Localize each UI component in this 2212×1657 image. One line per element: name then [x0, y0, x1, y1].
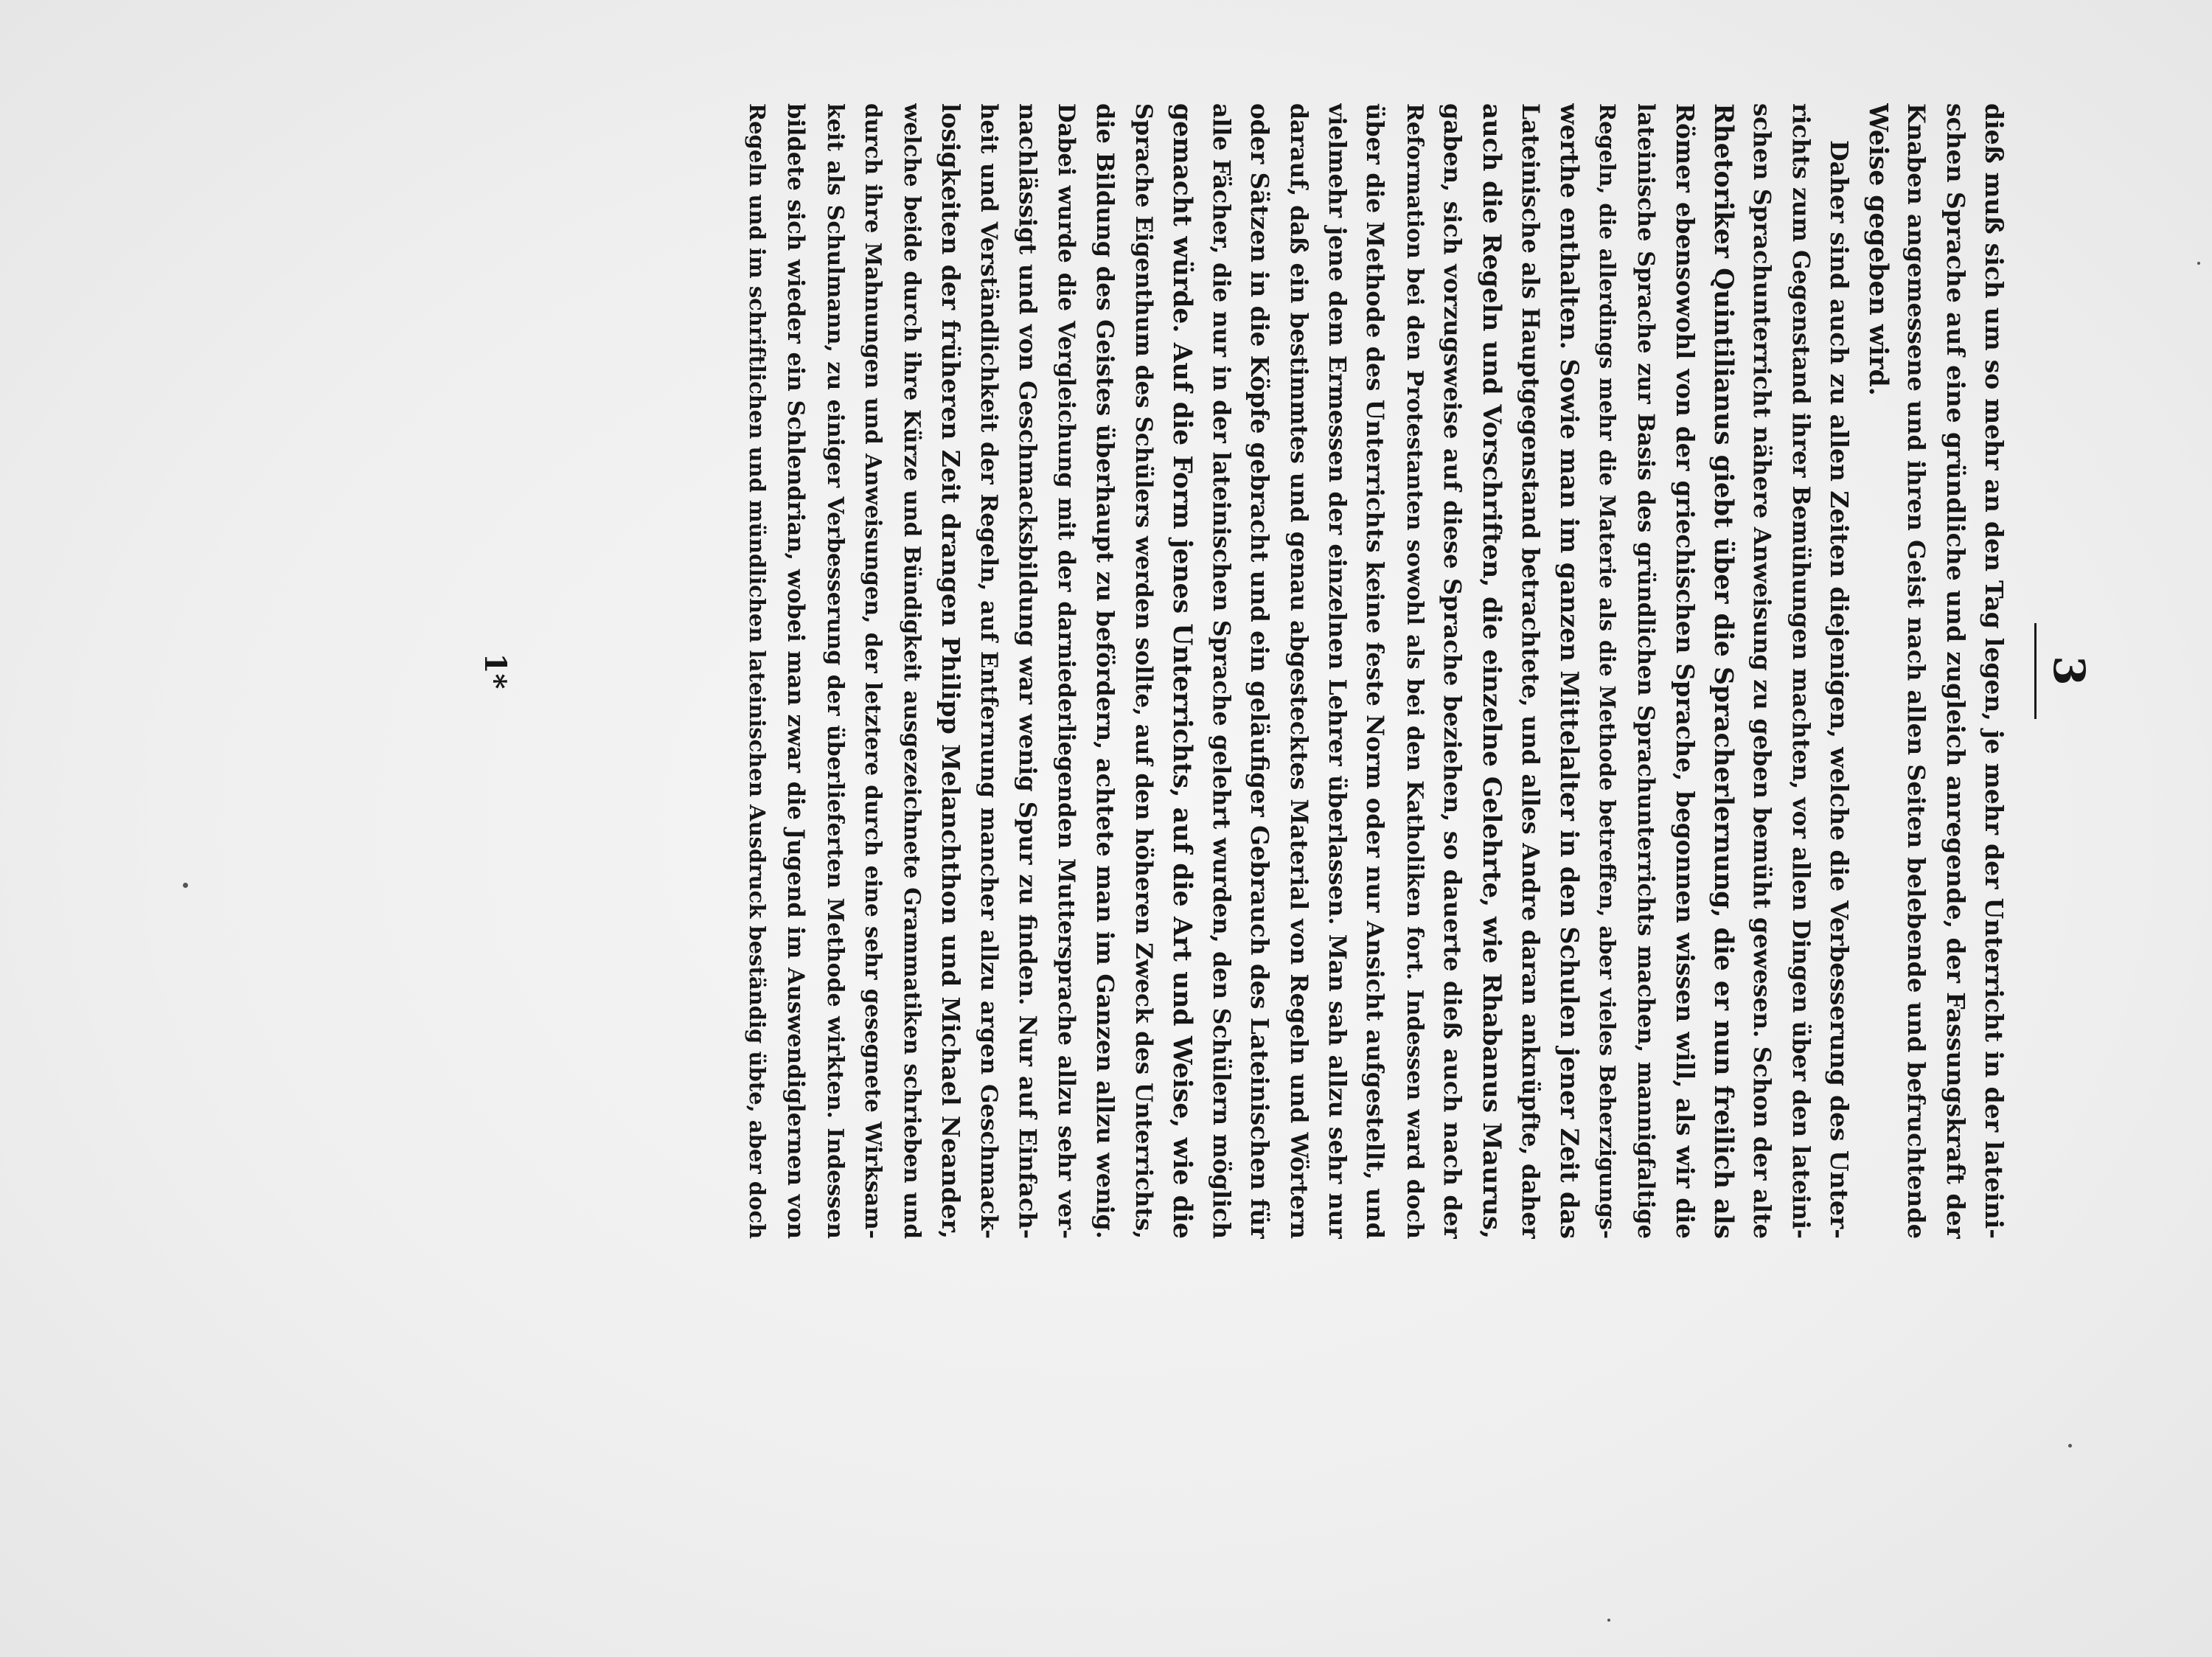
text-line: heit und Verständlichkeit der Regeln, auf Entfernung mancher allzu argen Geschmack-	[975, 103, 1003, 1239]
text-line: Weise gegeben wird.	[1863, 103, 1893, 396]
text-line: werthe enthalten. Sowie man im ganzen Mittelalter in den Schulen jener Zeit das	[1554, 103, 1584, 1239]
book-page	[428, 44, 2124, 1298]
text-line: Regeln und im schriftlichen und mündlichen lateinischen Ausdruck beständig übte, aber doch	[745, 103, 770, 1239]
text-line: Dabei wurde die Vergleichung mit der darniederliegenden Muttersprache allzu sehr ver-	[1053, 103, 1080, 1239]
text-line: lateinische Sprache zur Basis des gründlichen Sprachunterrichts machen, mannigfaltige	[1632, 103, 1660, 1239]
text-line: oder Sätzen in die Köpfe gebracht und ein geläufiger Gebrauch des Lateinischen für	[1245, 103, 1275, 1239]
text-line: darauf, daß ein bestimmtes und genau abgestecktes Material von Regeln und Wörtern	[1284, 103, 1312, 1239]
text-line: Reformation bei den Protestanten sowohl als bei den Katholiken fort. Indessen ward doch	[1401, 103, 1427, 1239]
text-line: nachlässigt und von Geschmacksbildung war wenig Spur zu finden. Nur auf Einfach-	[1013, 103, 1042, 1239]
text-line: Daher sind auch zu allen Zeiten diejenigen, welche die Verbesserung des Unter-	[1825, 140, 1854, 1239]
text-line: bildete sich wieder ein Schlendrian, wobei man zwar die Jugend im Auswendiglernen von	[782, 103, 810, 1239]
text-line: welche beide durch ihre Kürze und Bündigkeit ausgezeichnete Grammatiken schrieben und	[899, 103, 925, 1239]
text-line: dieß muß sich um so mehr an den Tag legen, je mehr der Unterricht in der lateini-	[1980, 103, 2008, 1239]
text-line: Regeln, die allerdings mehr die Materie als die Methode betreffen, aber vieles Beherzigungs-	[1594, 103, 1620, 1239]
page-number-rule	[2034, 623, 2037, 719]
text-line: schen Sprache auf eine gründliche und zugleich anregende, der Fassungskraft der	[1941, 103, 1970, 1239]
dust-speck	[183, 883, 188, 888]
text-line: über die Methode des Unterrichts keine feste Norm oder nur Ansicht aufgestellt, und	[1361, 103, 1390, 1239]
text-line: auch die Regeln und Vorschriften, die einzelne Gelehrte, wie Rhabanus Maurus,	[1476, 103, 1506, 1239]
text-line: die Bildung des Geistes überhaupt zu befördern, achtete man im Ganzen allzu wenig.	[1091, 103, 1119, 1239]
dust-speck	[2068, 1444, 2072, 1448]
signature-mark: 1*	[478, 653, 512, 689]
text-line: schen Sprachunterricht nähere Anweisung zu geben bemüht gewesen. Schon der alte	[1747, 103, 1776, 1239]
dust-speck	[1607, 1619, 1610, 1622]
text-line: durch ihre Mahnungen und Anweisungen, der letztere durch eine sehr gesegnete Wirksam-	[860, 103, 887, 1239]
text-line: losigkeiten der früheren Zeit drangen Philipp Melanchthon und Michael Neander,	[936, 103, 966, 1239]
dust-speck	[2197, 262, 2200, 265]
text-line: alle Fächer, die nur in der lateinischen Sprache gelehrt wurden, den Schülern möglich	[1207, 103, 1235, 1239]
text-line: Knaben angemessene und ihren Geist nach allen Seiten belebende und befruchtende	[1902, 103, 1931, 1239]
text-line: Sprache Eigenthum des Schülers werden sollte, auf den höheren Zweck des Unterrichts,	[1130, 103, 1158, 1239]
page-number: 3	[2044, 656, 2094, 687]
body-text	[738, 103, 2013, 1239]
text-line: gaben, sich vorzugsweise auf diese Sprache beziehen, so dauerte dieß auch nach der	[1439, 103, 1467, 1239]
text-line: vielmehr jene dem Ermessen der einzelnen Lehrer überlassen. Man sah allzu sehr nur	[1324, 103, 1352, 1239]
text-line: Lateinische als Hauptgegenstand betrachtete, und alles Andre daran anknüpfte, daher	[1517, 103, 1545, 1239]
text-line: richts zum Gegenstand ihrer Bemühungen machten, vor allen Dingen über den lateini-	[1787, 103, 1815, 1239]
text-line: Römer ebensowohl von der griechischen Sprache, begonnen wissen will, als wir die	[1670, 103, 1700, 1239]
text-line: Rhetoriker Quintilianus giebt über die Spracherlernung, die er nun freilich als	[1708, 103, 1739, 1239]
text-line: keit als Schulmann, zu einiger Verbesserung der überlieferten Methode wirkten. Indessen	[821, 103, 848, 1239]
text-line: gemacht würde. Auf die Form jenes Unterrichts, auf die Art und Weise, wie die	[1167, 103, 1197, 1239]
